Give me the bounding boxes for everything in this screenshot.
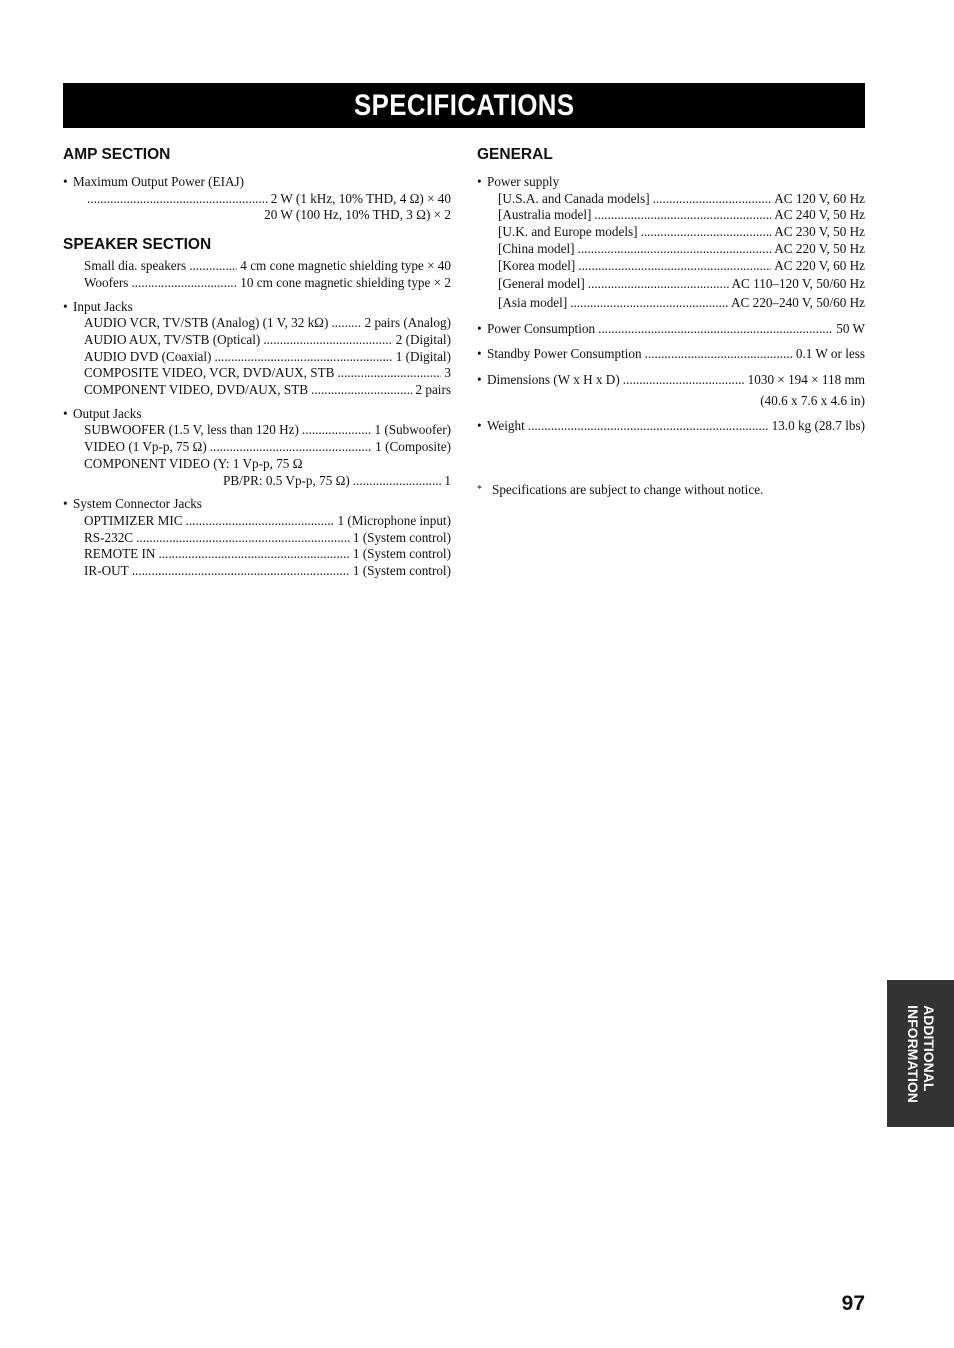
leader-dots xyxy=(353,473,442,490)
input-jack-row xyxy=(63,315,451,332)
power-supply-row xyxy=(477,191,865,208)
power-supply-label: • Power supply xyxy=(477,174,865,191)
leader-dots xyxy=(653,191,772,208)
output-jack-label: VIDEO (1 Vp-p, 75 Ω) xyxy=(84,439,207,455)
input-jack-row xyxy=(63,365,451,382)
power-supply-model: [Asia model] xyxy=(498,294,568,310)
dimensions-value-inches: (40.6 x 7.6 x 4.6 in) xyxy=(760,392,865,408)
input-jack-row xyxy=(63,349,451,366)
input-jacks-heading: • Input Jacks xyxy=(63,299,451,316)
max-output-power-row-1 xyxy=(63,191,451,208)
output-jack-label: SUBWOOFER (1.5 V, less than 120 Hz) xyxy=(84,422,299,438)
power-supply-row xyxy=(477,224,865,241)
output-jack-value: 1 (Subwoofer) xyxy=(374,422,451,438)
system-jack-row xyxy=(63,513,451,530)
power-supply-value: AC 220 V, 50 Hz xyxy=(774,240,865,256)
output-jack-value: 1 (Composite) xyxy=(375,439,451,455)
power-supply-row xyxy=(477,258,865,275)
weight-row xyxy=(477,418,865,435)
leader-dots xyxy=(132,563,350,580)
system-jack-row xyxy=(63,546,451,563)
max-output-power-value-2: 20 W (100 Hz, 10% THD, 3 Ω) × 2 xyxy=(264,207,451,223)
input-jack-label: AUDIO DVD (Coaxial) xyxy=(84,348,212,364)
leader-dots xyxy=(302,422,372,439)
input-jack-value: 3 xyxy=(444,365,451,381)
leader-dots xyxy=(311,382,412,399)
input-jack-row xyxy=(63,332,451,349)
input-jack-row xyxy=(63,382,451,399)
power-supply-value: AC 230 V, 50 Hz xyxy=(774,224,865,240)
power-supply-value: AC 120 V, 60 Hz xyxy=(774,190,865,206)
system-jack-value: 1 (System control) xyxy=(352,529,451,545)
input-jack-label: AUDIO VCR, TV/STB (Analog) (1 V, 32 kΩ) xyxy=(84,315,329,331)
standby-power-row xyxy=(477,346,865,363)
woofers-label: Woofers xyxy=(84,274,129,290)
side-tab-additional-information xyxy=(887,980,954,1127)
leader-dots xyxy=(158,546,349,563)
max-output-power-label: • Maximum Output Power (EIAJ) xyxy=(63,174,451,191)
power-supply-model: [U.K. and Europe models] xyxy=(498,224,638,240)
component-video-sub-label: PB/PR: 0.5 Vp-p, 75 Ω) xyxy=(223,472,350,488)
leader-dots xyxy=(623,372,745,389)
leader-dots xyxy=(570,295,728,312)
power-supply-model: [Australia model] xyxy=(498,207,592,223)
right-column xyxy=(477,143,865,499)
side-tab-label xyxy=(905,1005,937,1103)
leader-dots xyxy=(210,439,372,456)
leader-dots xyxy=(186,513,335,530)
power-supply-row xyxy=(477,276,865,293)
system-jack-label: RS-232C xyxy=(84,529,134,545)
power-supply-row xyxy=(477,207,865,224)
leader-dots xyxy=(528,418,769,435)
weight-value: 13.0 kg (28.7 lbs) xyxy=(771,418,865,434)
power-supply-value: AC 220–240 V, 50/60 Hz xyxy=(731,294,865,310)
amp-section-heading: AMP SECTION xyxy=(63,146,171,163)
output-jacks-heading: • Output Jacks xyxy=(63,406,451,423)
woofers-value: 10 cm cone magnetic shielding type × 2 xyxy=(240,274,451,290)
power-supply-model: [General model] xyxy=(498,276,585,292)
leader-dots xyxy=(588,276,729,293)
input-jack-value: 2 pairs (Analog) xyxy=(364,315,451,331)
system-jack-value: 1 (Microphone input) xyxy=(337,512,451,528)
specifications-note xyxy=(477,482,865,499)
leader-dots xyxy=(578,241,772,258)
dimensions-row xyxy=(477,372,865,389)
power-supply-model: [China model] xyxy=(498,240,575,256)
output-jack-row xyxy=(63,422,451,439)
power-consumption-value: 50 W xyxy=(836,320,865,336)
note-asterisk: * xyxy=(477,484,482,496)
weight-label: • Weight xyxy=(487,418,525,434)
leader-dots xyxy=(214,349,392,366)
system-jack-label: OPTIMIZER MIC xyxy=(84,512,183,528)
dimensions-label: • Dimensions (W x H x D) xyxy=(487,372,620,388)
input-jack-label: COMPONENT VIDEO, DVD/AUX, STB xyxy=(84,382,309,398)
power-supply-value: AC 110–120 V, 50/60 Hz xyxy=(731,276,865,292)
note-text: Specifications are subject to change without notice. xyxy=(492,482,764,498)
input-jack-value: 1 (Digital) xyxy=(395,348,451,364)
system-jack-row xyxy=(63,563,451,580)
power-consumption-label: • Power Consumption xyxy=(487,320,596,336)
leader-dots xyxy=(131,275,237,292)
leader-dots xyxy=(641,224,772,241)
system-jack-value: 1 (System control) xyxy=(352,563,451,579)
leader-dots xyxy=(645,346,793,363)
page-title: SPECIFICATIONS xyxy=(353,88,575,122)
leader-dots xyxy=(87,191,268,208)
input-jack-label: AUDIO AUX, TV/STB (Optical) xyxy=(84,331,261,347)
power-supply-row xyxy=(477,295,865,312)
power-supply-row xyxy=(477,241,865,258)
system-jack-label: REMOTE IN xyxy=(84,546,156,562)
leader-dots xyxy=(136,530,350,547)
dimensions-value: 1030 × 194 × 118 mm xyxy=(747,372,865,388)
leader-dots xyxy=(337,365,441,382)
speaker-section-heading: SPEAKER SECTION xyxy=(63,236,212,254)
system-jack-label: IR-OUT xyxy=(84,563,129,579)
system-jack-value: 1 (System control) xyxy=(352,546,451,562)
small-speakers-label: Small dia. speakers xyxy=(84,258,187,274)
leader-dots xyxy=(598,321,833,338)
input-jack-value: 2 (Digital) xyxy=(395,331,451,347)
component-video-row xyxy=(63,473,451,490)
leader-dots xyxy=(578,258,771,275)
small-speakers-value: 4 cm cone magnetic shielding type × 40 xyxy=(240,258,451,274)
max-output-power-value-1: 2 W (1 kHz, 10% THD, 4 Ω) × 40 xyxy=(270,190,451,206)
standby-power-label: • Standby Power Consumption xyxy=(487,346,642,362)
component-video-label: COMPONENT VIDEO (Y: 1 Vp-p, 75 Ω xyxy=(84,455,303,471)
left-column xyxy=(63,143,451,580)
output-jack-row xyxy=(63,439,451,456)
side-tab-line-1: ADDITIONAL xyxy=(920,1004,937,1091)
power-supply-model: [U.S.A. and Canada models] xyxy=(498,190,650,206)
component-video-value: 1 xyxy=(444,472,451,488)
input-jack-label: COMPOSITE VIDEO, VCR, DVD/AUX, STB xyxy=(84,365,335,381)
page-number: 97 xyxy=(841,1292,865,1315)
power-supply-value: AC 220 V, 60 Hz xyxy=(774,257,865,273)
system-jack-row xyxy=(63,530,451,547)
general-section-heading: GENERAL xyxy=(477,146,553,163)
input-jack-value: 2 pairs xyxy=(415,382,451,398)
power-consumption-row xyxy=(477,321,865,338)
leader-dots xyxy=(263,332,392,349)
system-jacks-heading: • System Connector Jacks xyxy=(63,496,451,513)
leader-dots xyxy=(189,258,237,275)
woofers-row xyxy=(63,275,451,292)
title-banner xyxy=(63,83,865,128)
small-speakers-row xyxy=(63,258,451,275)
power-supply-value: AC 240 V, 50 Hz xyxy=(774,207,865,223)
leader-dots xyxy=(331,315,361,332)
leader-dots xyxy=(594,207,771,224)
standby-power-value: 0.1 W or less xyxy=(795,346,865,362)
side-tab-line-2: INFORMATION xyxy=(904,1004,921,1103)
power-supply-model: [Korea model] xyxy=(498,257,576,273)
